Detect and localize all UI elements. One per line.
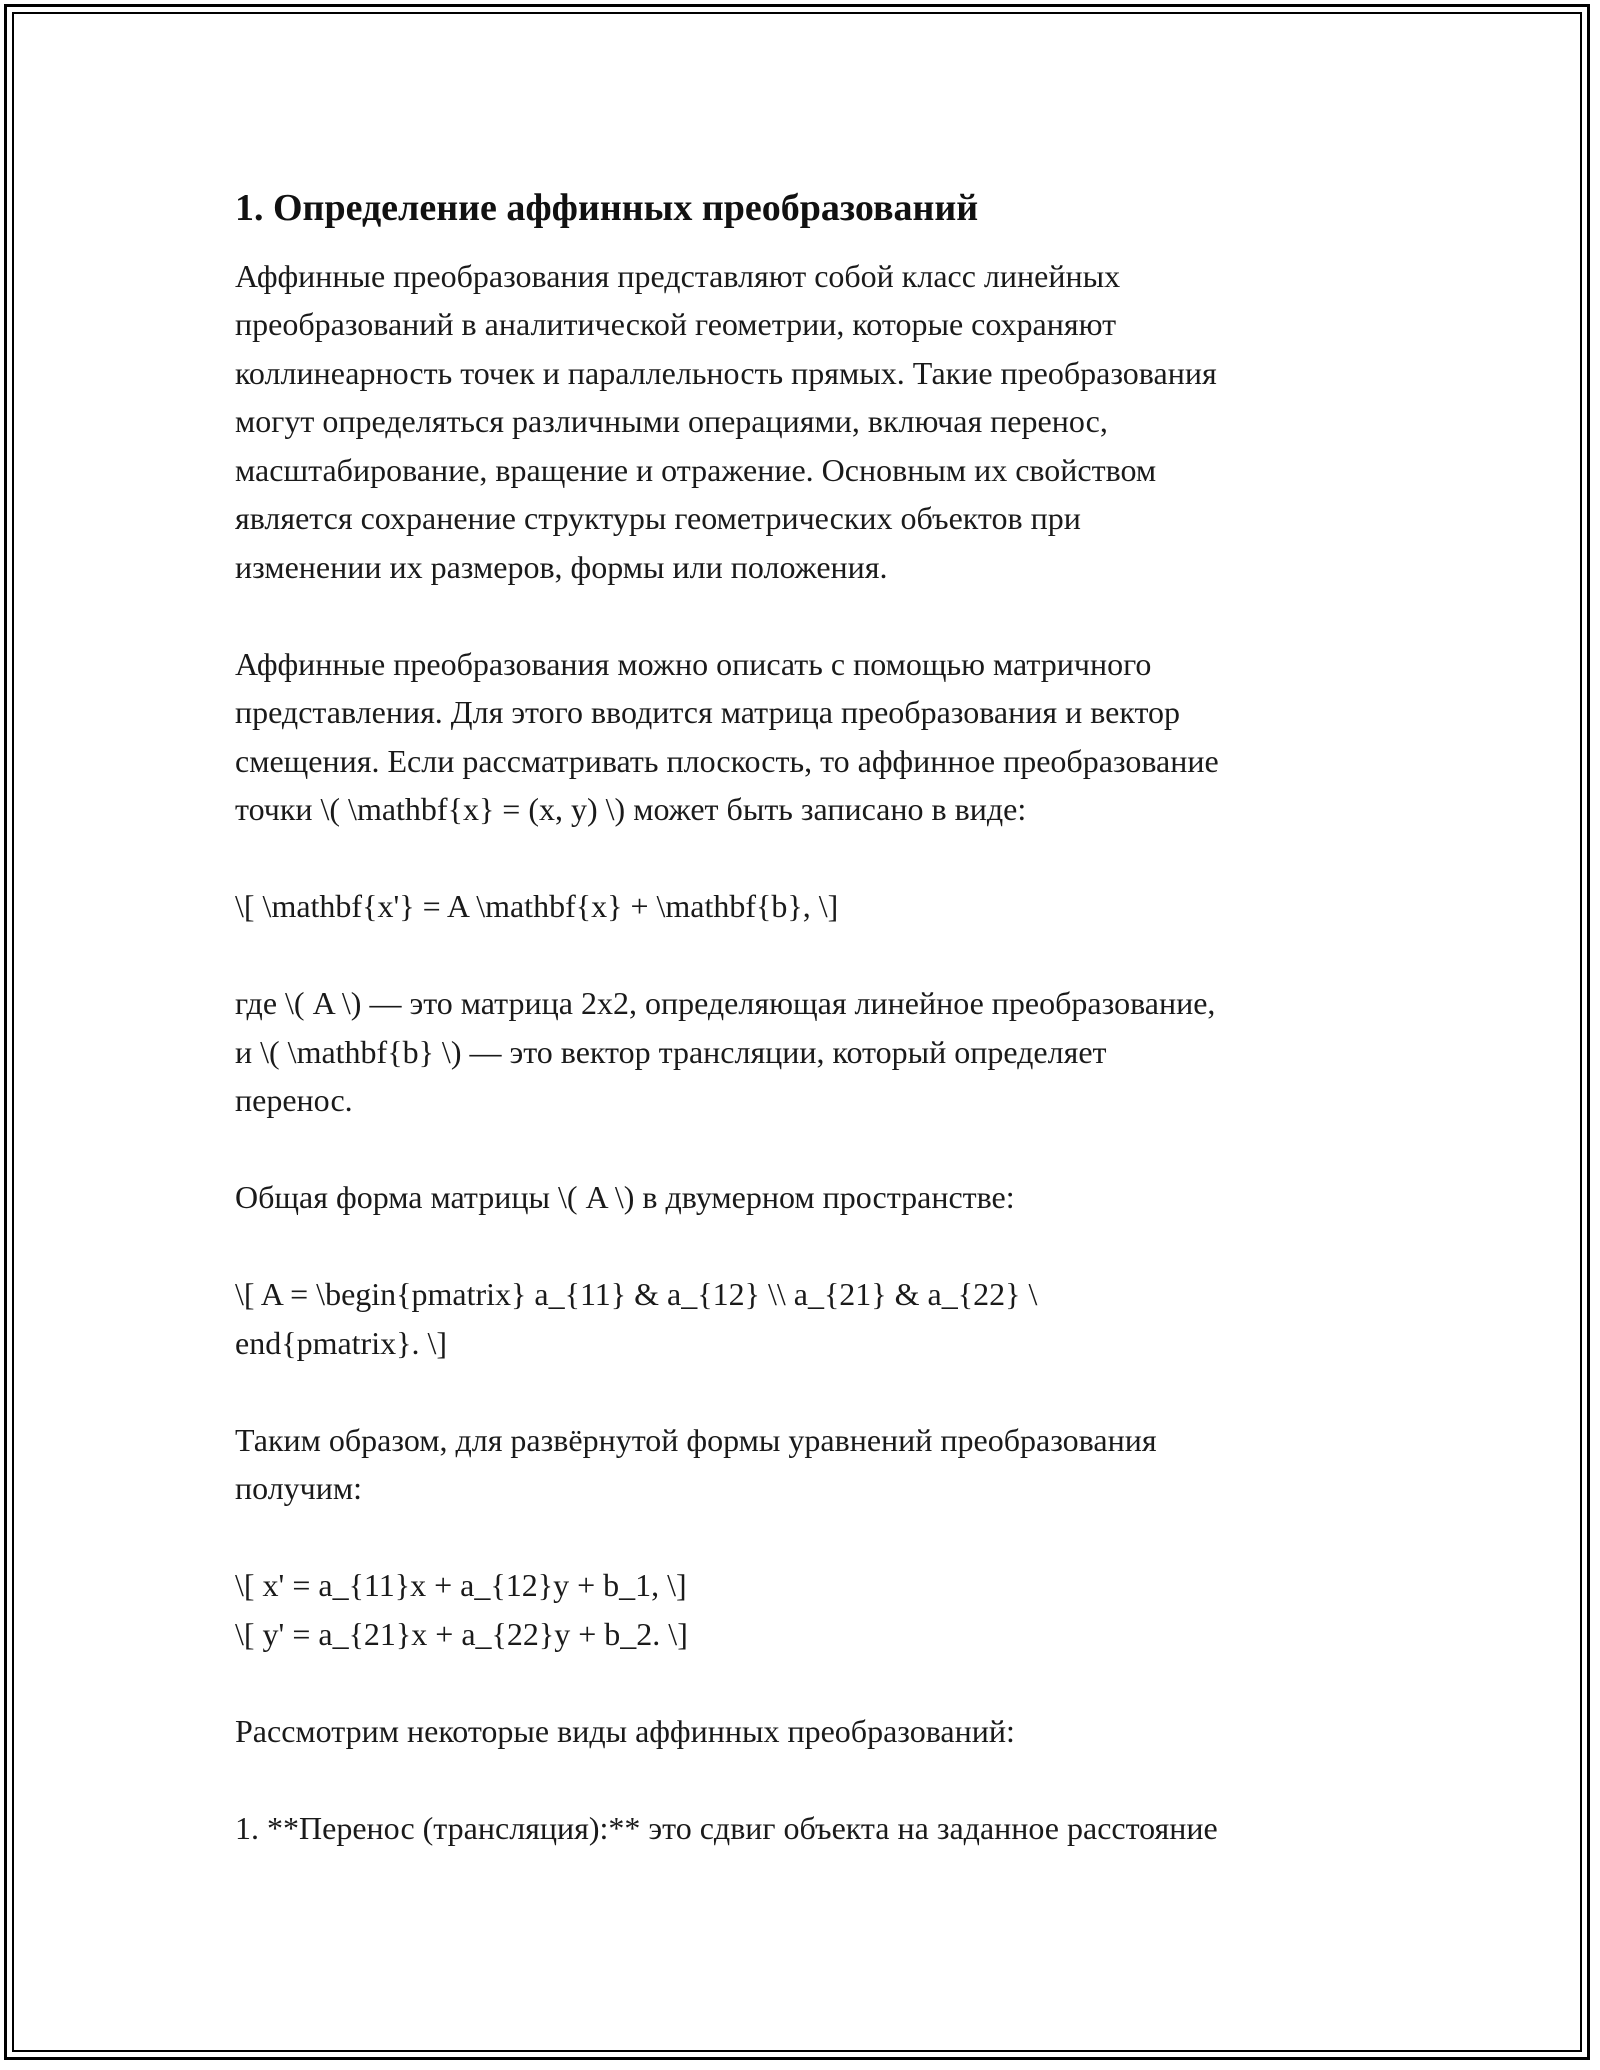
paragraph-expanded-form: Таким образом, для развёрнутой формы уравнений преобразования получим: (235, 1421, 1157, 1507)
paragraph-where-definitions: где \( A \) — это матрица 2x2, определяющая линейное преобразование, и \( \mathbf{b} \) — это вектор трансляции, который определяет перенос. (235, 985, 1216, 1119)
list-item-translation: 1. **Перенос (трансляция):** это сдвиг объекта на заданное расстояние (235, 1809, 1218, 1846)
paragraph-matrix-representation: Аффинные преобразования можно описать с помощью матричного представления. Для этого вводится матрица преобразования и вектор смещения. Если рассматривать плоскость, то аффинное преобразование точки \( \mathbf{x} = (x, y) \) может быть записано в виде: (235, 645, 1219, 828)
document-body (235, 186, 1385, 1852)
paragraph-definition: Аффинные преобразования представляют собой класс линейных преобразований в аналитической геометрии, которые сохраняют коллинеарность точек и параллельность прямых. Такие преобразования могут определяться различными операциями, включая перенос, масштабирование, вращение и отражение. Основным их свойством является сохранение структуры геометрических объектов при изменении их размеров, формы или положения. (235, 257, 1217, 585)
paragraph-types-intro: Рассмотрим некоторые виды аффинных преобразований: (235, 1712, 1015, 1749)
formula-matrix-a: \[ A = \begin{pmatrix} a_{11} & a_{12} \\ a_{21} & a_{22} \ end{pmatrix}. \] (235, 1276, 1038, 1361)
formula-expanded-equations: \[ x' = a_{11}x + a_{12}y + b_1, \] \[ y' = a_{21}x + a_{22}y + b_2. \] (235, 1567, 688, 1652)
section-heading: 1. Определение аффинных преобразований (235, 187, 979, 229)
formula-affine-transform: \[ \mathbf{x'} = A \mathbf{x} + \mathbf{b}, \] (235, 888, 839, 925)
paragraph-matrix-general-form: Общая форма матрицы \( A \) в двумерном пространстве: (235, 1179, 1015, 1216)
